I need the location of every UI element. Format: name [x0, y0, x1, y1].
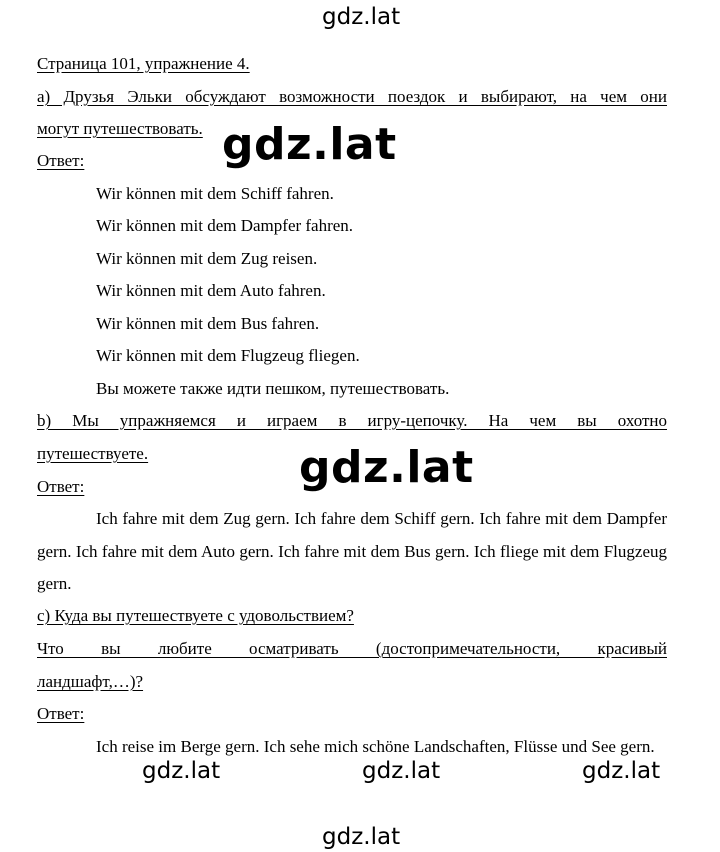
task-c-line-1: с) Куда вы путешествуете с удовольствием? [37, 606, 354, 625]
answer-line: Wir können mit dem Auto fahren. [96, 281, 326, 300]
answer-line: Wir können mit dem Schiff fahren. [96, 184, 334, 203]
task-b-line-2: путешествуете. [37, 444, 149, 463]
answer-line: Wir können mit dem Flugzeug fliegen. [96, 346, 360, 365]
watermark-top: gdz.lat [322, 4, 401, 30]
answer-line: Wir können mit dem Dampfer fahren. [96, 216, 354, 235]
task-b-answer-text: Ich fahre mit dem Zug gern. Ich fahre dem Schiff gern. Ich fahre mit dem Dampfer gern. Ich fahre mit dem Auto gern. Ich fahre mit dem Bus gern. Ich fliege mit dem Flugzeug gern. [37, 509, 667, 593]
task-a-line-1: а) Друзья Эльки обсуждают возможности поездок и выбирают, на чем они [37, 87, 667, 106]
answer-line: Wir können mit dem Bus fahren. [96, 314, 320, 333]
watermark-bottom-right: gdz.lat [582, 758, 661, 784]
task-a-line-2: могут путешествовать. [37, 119, 203, 138]
task-c-line-3: ландшафт,…)? [37, 672, 144, 691]
task-c-answer-label: Ответ: [37, 704, 85, 723]
answer-line: Wir können mit dem Zug reisen. [96, 249, 318, 268]
watermark-bottom-left: gdz.lat [142, 758, 221, 784]
answer-line: Вы можете также идти пешком, путешествовать. [96, 379, 450, 398]
task-b-line-1: b) Мы упражняемся и играем в игру-цепочку. На чем вы охотно [37, 411, 667, 430]
watermark-large-2: gdz.lat [299, 442, 474, 493]
task-b-answer-label: Ответ: [37, 477, 85, 496]
task-c-line-2: Что вы любите осматривать (достопримечательности, красивый [37, 639, 667, 658]
watermark-footer: gdz.lat [322, 824, 401, 850]
watermark-large-1: gdz.lat [222, 119, 397, 170]
task-c-answer-text: Ich reise im Berge gern. Ich sehe mich schöne Landschaften, Flüsse und See gern. [96, 737, 655, 756]
watermark-bottom-center: gdz.lat [362, 758, 441, 784]
page-heading: Страница 101, упражнение 4. [37, 54, 250, 73]
task-a-answer-label: Ответ: [37, 151, 85, 170]
